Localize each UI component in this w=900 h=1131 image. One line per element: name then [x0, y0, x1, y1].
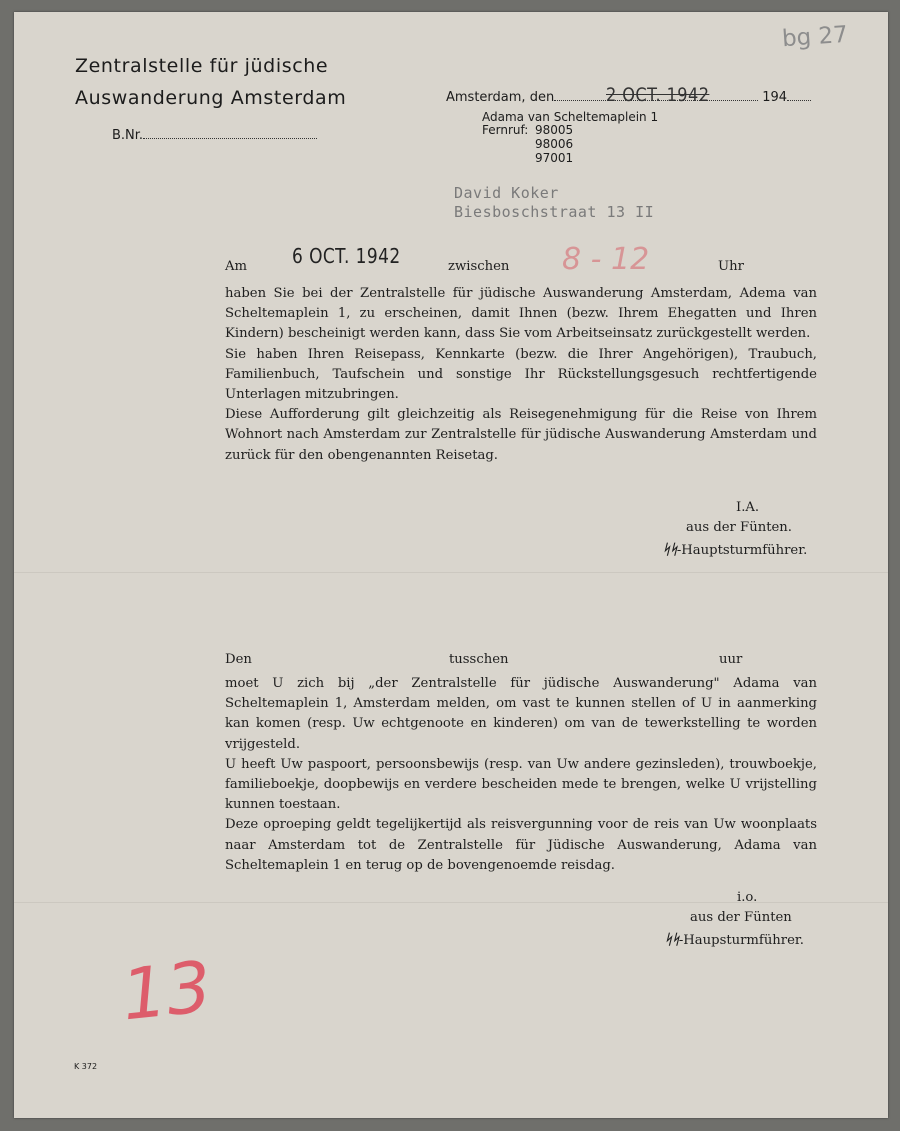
phone-number-1: 98005 — [535, 123, 574, 137]
german-paragraph-3: Diese Aufforderung gilt gleichzeitig als Reisegenehmigung für die Reise von Ihrem Wohnort nach Amsterdam zur Zentralstelle für jüdische Auswanderung Amsterdam und zurück für den obengenannten Reisetag. — [225, 407, 817, 463]
reference-number: B.Nr. — [112, 128, 317, 143]
appointment-date-stamp: 6 OCT. 1942 — [292, 244, 401, 268]
recipient-street: Biesboschstraat 13 II — [454, 203, 655, 221]
dutch-body — [225, 674, 817, 876]
dutch-rank: ᛋᛋ-Haupsturmführer. — [664, 932, 804, 948]
address-line: Adama van Scheltemaplein 1 — [482, 110, 659, 124]
dutch-paragraph-1: moet U zich bij „der Zentralstelle für jüdische Auswanderung" Adama van Scheltemaplein 1, Amsterdam melden, om vast te kunnen stellen of U in aanmerking kan komen (resp. Uw echtgenoote en kinderen) om van de tewerkstelling te worden vrijgesteld. — [225, 676, 817, 752]
german-paragraph-1: haben Sie bei der Zentralstelle für jüdische Auswanderung Amsterdam, Adema van Scheltemaplein 1, zu erscheinen, damit Ihnen (bezw. Ihrem Ehegatten und Ihren Kindern) bescheinigt werden kann, dass Sie vom Arbeitseinsatz zurückgestellt werden. — [225, 286, 817, 342]
organization-line-2: Auswanderung Amsterdam — [75, 87, 347, 109]
paper-fold — [14, 572, 888, 573]
german-zwischen-label: zwischen — [448, 259, 510, 274]
recipient-name: David Koker — [454, 184, 559, 202]
place-date-line: Amsterdam, den 194 — [446, 90, 811, 105]
pencil-archive-mark: bg 27 — [781, 21, 849, 53]
dutch-tusschen-label: tusschen — [449, 652, 509, 667]
german-uhr-label: Uhr — [718, 259, 744, 274]
german-body — [225, 284, 817, 466]
date-stamp-header: 2 OCT. 1942 — [606, 84, 710, 106]
handwritten-number: 13 — [117, 945, 216, 1037]
dutch-uur-label: uur — [719, 652, 743, 667]
german-am-label: Am — [225, 259, 248, 274]
phone-number-2: 98006 — [535, 137, 574, 151]
phone-number-3: 97001 — [535, 151, 574, 165]
ss-runes-icon: ᛋᛋ — [664, 932, 679, 948]
ss-runes-icon: ᛋᛋ — [662, 542, 677, 558]
dutch-paragraph-2: U heeft Uw paspoort, persoonsbewijs (resp. van Uw andere gezinsleden), trouwboekje, familieboekje, doopbewijs en verdere bescheiden mede te brengen, welke U vrijstelling kunnen toestaan. — [225, 756, 817, 813]
form-code: K 372 — [74, 1062, 98, 1071]
german-paragraph-2: Sie haben Ihren Reisepass, Kennkarte (bezw. die Ihrer Angehörigen), Traubuch, Familienbuch, Taufschein und sonstige Ihr Rückstellungsgesuch rechtfertigende Unterlagen mitzubringen. — [225, 346, 817, 403]
german-rank: ᛋᛋ-Hauptsturmführer. — [662, 542, 808, 558]
organization-line-1: Zentralstelle für jüdische — [75, 55, 329, 77]
dutch-den-label: Den — [225, 652, 252, 667]
document-sheet — [14, 12, 888, 1118]
dutch-paragraph-3: Deze oproeping geldt tegelijkertijd als reisvergunning voor de reis van Uw woonplaats naar Amsterdam tot de Zentralstelle für Jüdische Auswanderung, Adama van Scheltemaplein 1 en terug op de bovengenoemde reisdag. — [225, 817, 817, 873]
phone-label: Fernruf: — [482, 123, 529, 137]
dutch-io: i.o. — [737, 890, 758, 905]
german-signatory: aus der Fünten. — [686, 520, 792, 535]
german-ia: I.A. — [736, 500, 760, 515]
handwritten-time: 8 - 12 — [562, 242, 650, 277]
dutch-signatory: aus der Fünten — [690, 910, 792, 925]
